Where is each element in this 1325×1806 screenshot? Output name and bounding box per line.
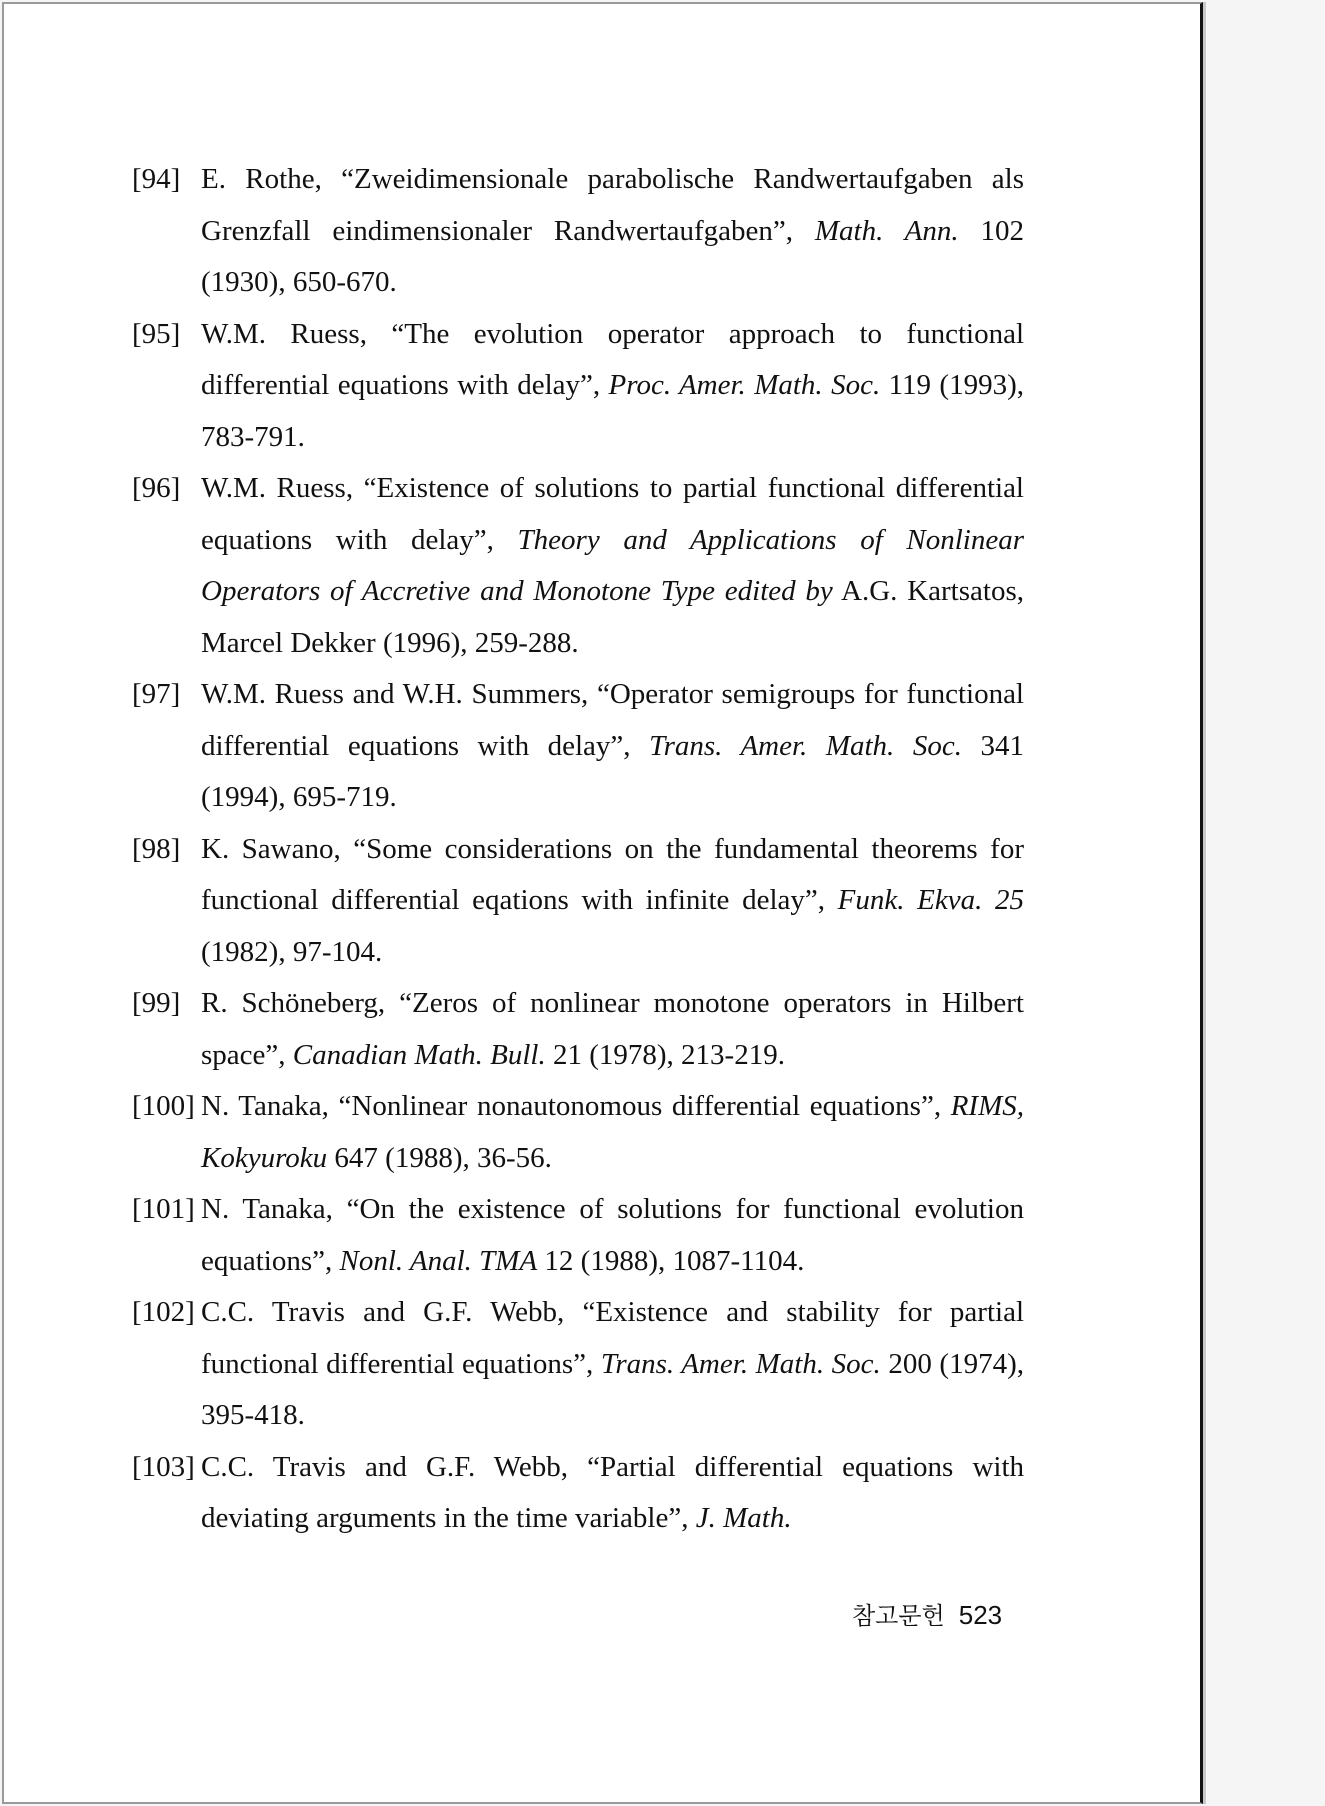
reference-text: E. Rothe, “Zweidimensionale parabolische Randwertaufgaben als Grenzfall eindimensionaler Randwertaufgaben”, <box>201 163 1024 247</box>
reference-entry <box>132 978 1024 1081</box>
reference-entry <box>132 309 1024 464</box>
reference-journal: Theory and Applications of Nonlinear Operators of Accretive and Monotone Type edited by <box>201 523 1025 607</box>
reference-journal: Nonl. Anal. TMA <box>339 1244 538 1277</box>
reference-text: (1982), 97-104. <box>201 935 383 968</box>
reference-text: R. Schöneberg, “Zeros of nonlinear monotone operators in Hilbert space”, <box>201 987 1024 1071</box>
page-footer <box>852 1596 1002 1631</box>
reference-text: 200 (1974), 395-418. <box>201 1347 1024 1431</box>
reference-text: W.M. Ruess, “The evolution operator approach to functional differential equations with delay”, <box>201 317 1024 401</box>
reference-entry <box>132 1287 1024 1442</box>
reference-number: [102] <box>132 1296 195 1328</box>
reference-text: 12 (1988), 1087-1104. <box>537 1244 805 1277</box>
reference-number: [103] <box>132 1450 195 1483</box>
reference-text: N. Tanaka, “On the existence of solutions for functional evolution equations”, <box>201 1193 1024 1277</box>
document-page <box>2 2 1203 1804</box>
reference-text: A.G. Kartsatos, Marcel Dekker (1996), 259-288. <box>201 575 1024 659</box>
reference-journal: Math. Ann. <box>814 214 959 247</box>
reference-entry <box>132 1442 1024 1545</box>
reference-entry <box>132 1184 1024 1287</box>
reference-text: C.C. Travis and G.F. Webb, “Partial differential equations with deviating arguments in the time variable”, <box>201 1450 1024 1534</box>
reference-entry <box>132 824 1024 979</box>
reference-number: [101] <box>132 1193 195 1225</box>
reference-text: 647 (1988), 36-56. <box>327 1141 552 1174</box>
reference-journal: Funk. Ekva. 25 <box>837 884 1025 916</box>
reference-entry <box>132 154 1024 309</box>
reference-journal: RIMS, Kokyuroku <box>201 1090 1024 1174</box>
reference-number: [98] <box>132 832 181 865</box>
reference-text: W.M. Ruess and W.H. Summers, “Operator semigroups for functional differential equations with delay”, <box>201 678 1024 762</box>
page-number: 523 <box>958 1600 1003 1630</box>
reference-text: W.M. Ruess, “Existence of solutions to partial functional differential equations with delay”, <box>201 472 1024 556</box>
reference-entry <box>132 1081 1024 1184</box>
reference-journal: Trans. Amer. Math. Soc. <box>649 729 962 762</box>
section-title: 참고문헌 <box>852 1602 945 1630</box>
reference-text: N. Tanaka, “Nonlinear nonautonomous differential equations”, <box>201 1090 951 1122</box>
reference-number: [95] <box>132 317 181 350</box>
reference-journal: Trans. Amer. Math. Soc. <box>600 1347 881 1380</box>
reference-number: [100] <box>132 1090 195 1122</box>
reference-text: 119 (1993), 783-791. <box>201 369 1024 453</box>
reference-number: [94] <box>132 163 181 195</box>
reference-text: K. Sawano, “Some considerations on the fundamental theorems for functional differential eqations with infinite delay”, <box>201 832 1024 916</box>
reference-list <box>132 154 1024 1545</box>
reference-text: 102 (1930), 650-670. <box>201 214 1025 298</box>
reference-entry <box>132 463 1024 669</box>
reference-text: C.C. Travis and G.F. Webb, “Existence and stability for partial functional differential equations”, <box>201 1296 1024 1380</box>
reference-number: [99] <box>132 987 181 1019</box>
reference-journal: Proc. Amer. Math. Soc. <box>608 369 881 401</box>
reference-journal: Canadian Math. Bull. <box>292 1038 546 1071</box>
reference-text: 341 (1994), 695-719. <box>201 729 1025 813</box>
reference-journal: J. Math. <box>695 1502 792 1534</box>
reference-number: [96] <box>132 472 181 504</box>
reference-entry <box>132 669 1024 824</box>
reference-number: [97] <box>132 678 181 710</box>
reference-text: 21 (1978), 213-219. <box>545 1038 785 1071</box>
